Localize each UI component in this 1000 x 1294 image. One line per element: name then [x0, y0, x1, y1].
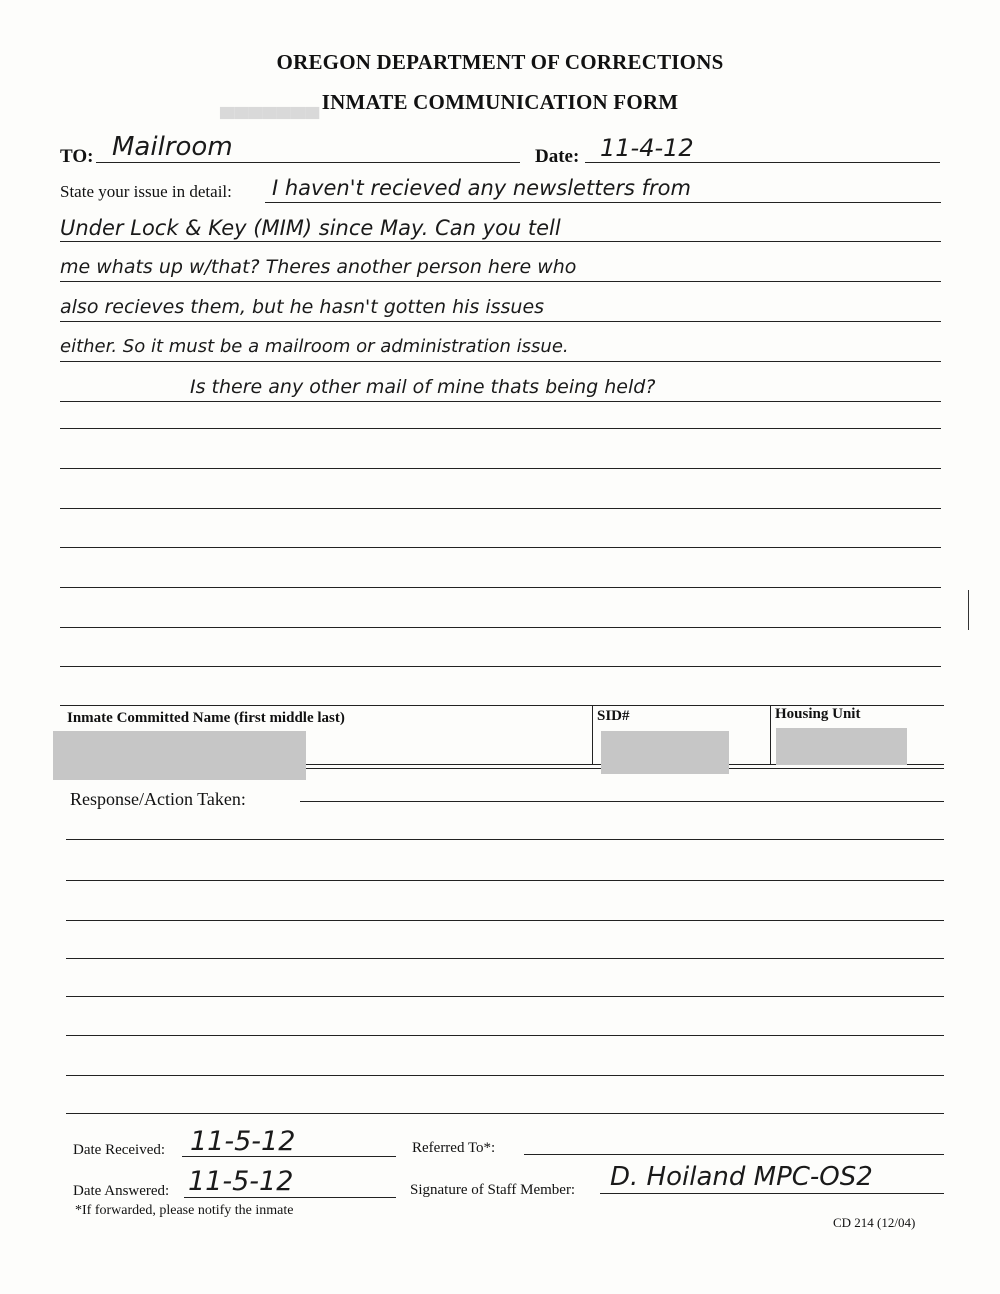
issue-rule: [60, 361, 941, 362]
issue-rule: [60, 321, 941, 322]
issue-label: State your issue in detail:: [60, 182, 232, 201]
to-value[interactable]: Mailroom: [112, 132, 233, 162]
issue-rule: [60, 468, 941, 469]
issue-rule: [60, 241, 941, 242]
staff-signature-line: [600, 1193, 944, 1194]
inmate-name-label: Inmate Committed Name (first middle last): [67, 710, 345, 726]
response-label: Response/Action Taken:: [70, 789, 246, 809]
date-line: [585, 162, 940, 163]
staff-signature-label: Signature of Staff Member:: [410, 1182, 576, 1198]
housing-divider: [770, 705, 771, 765]
response-rule: [66, 920, 944, 921]
response-rule: [66, 839, 944, 840]
bleed-through-mark: ▄▄▄▄▄▄▄: [220, 96, 320, 118]
issue-rule: [60, 666, 941, 667]
date-received-label: Date Received:: [73, 1142, 166, 1158]
redacted-housing-unit: [776, 728, 907, 765]
response-rule: [66, 880, 944, 881]
issue-line-6[interactable]: Is there any other mail of mine thats being held?: [190, 376, 656, 398]
response-rule: [66, 996, 944, 997]
issue-rule: [60, 627, 941, 628]
to-line: [96, 162, 520, 163]
form-title: INMATE COMMUNICATION FORM: [321, 90, 679, 114]
response-rule: [66, 1075, 944, 1076]
to-label: TO:: [60, 146, 94, 167]
issue-rule: [60, 547, 941, 548]
issue-rule: [60, 587, 941, 588]
issue-line-3[interactable]: me whats up w/that? Theres another person here who: [60, 256, 577, 278]
date-answered-value[interactable]: 11-5-12: [188, 1166, 294, 1197]
issue-rule: [60, 508, 941, 509]
response-rule: [300, 801, 944, 802]
issue-line-5[interactable]: either. So it must be a mailroom or administration issue.: [60, 336, 569, 357]
response-rule: [66, 1035, 944, 1036]
referred-to-label: Referred To*:: [412, 1140, 496, 1156]
issue-line-4[interactable]: also recieves them, but he hasn't gotten his issues: [60, 296, 545, 318]
date-label: Date:: [535, 146, 580, 167]
issue-line-2[interactable]: Under Lock & Key (MIM) since May. Can you tell: [60, 216, 561, 240]
issue-line-1[interactable]: I haven't recieved any newsletters from: [272, 176, 691, 200]
sid-divider: [592, 705, 593, 765]
issue-rule: [60, 281, 941, 282]
issue-rule: [265, 202, 941, 203]
date-answered-line: [184, 1197, 396, 1198]
referred-to-line[interactable]: [524, 1154, 944, 1155]
form-code: CD 214 (12/04): [833, 1215, 916, 1230]
forward-note: *If forwarded, please notify the inmate: [75, 1203, 294, 1218]
issue-rule: [60, 428, 941, 429]
staff-signature[interactable]: D. Hoiland MPC-OS2: [610, 1162, 873, 1192]
response-rule: [66, 958, 944, 959]
response-rule: [66, 1113, 944, 1114]
margin-mark: [968, 590, 969, 630]
date-received-value[interactable]: 11-5-12: [190, 1126, 296, 1157]
date-answered-label: Date Answered:: [73, 1183, 170, 1199]
issue-rule: [60, 401, 941, 402]
redacted-inmate-name: [53, 731, 306, 780]
sid-label: SID#: [597, 708, 630, 724]
department-title: OREGON DEPARTMENT OF CORRECTIONS: [276, 50, 724, 74]
redacted-sid: [601, 731, 729, 774]
date-value[interactable]: 11-4-12: [600, 134, 694, 162]
housing-unit-label: Housing Unit: [775, 706, 861, 722]
